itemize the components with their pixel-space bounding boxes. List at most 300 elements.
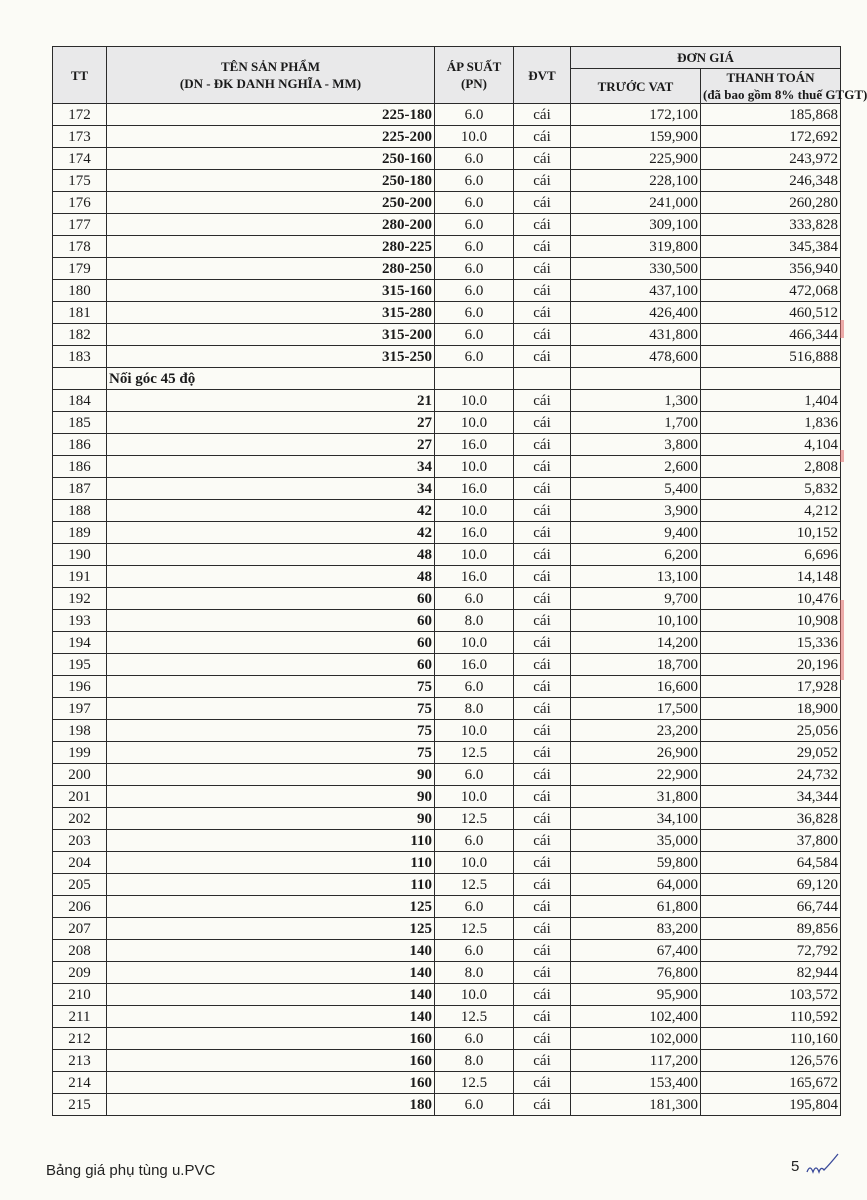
row-number: 180 — [53, 280, 107, 302]
product-size: 110 — [107, 830, 435, 852]
unit-value: cái — [514, 808, 571, 830]
table-row — [53, 324, 841, 346]
price-payment: 69,120 — [701, 874, 841, 896]
price-table — [52, 46, 867, 1116]
price-pre-vat: 225,900 — [571, 148, 701, 170]
header-pre-vat: TRƯỚC VAT — [571, 69, 701, 104]
row-number: 191 — [53, 566, 107, 588]
price-pre-vat: 34,100 — [571, 808, 701, 830]
price-pre-vat: 9,400 — [571, 522, 701, 544]
unit-value: cái — [514, 192, 571, 214]
product-size: 315-200 — [107, 324, 435, 346]
product-size: 48 — [107, 566, 435, 588]
product-size: 315-280 — [107, 302, 435, 324]
product-size: 280-250 — [107, 258, 435, 280]
unit-value: cái — [514, 720, 571, 742]
table-row — [53, 214, 841, 236]
product-size: 225-200 — [107, 126, 435, 148]
unit-value: cái — [514, 390, 571, 412]
price-payment: 24,732 — [701, 764, 841, 786]
pressure-value: 6.0 — [435, 940, 514, 962]
pressure-value: 10.0 — [435, 852, 514, 874]
product-size: 180 — [107, 1094, 435, 1116]
row-number: 208 — [53, 940, 107, 962]
header-pressure-line2: (PN) — [461, 76, 487, 91]
unit-value: cái — [514, 698, 571, 720]
product-size: 21 — [107, 390, 435, 412]
table-row — [53, 478, 841, 500]
price-payment: 5,832 — [701, 478, 841, 500]
price-pre-vat: 35,000 — [571, 830, 701, 852]
unit-value: cái — [514, 1094, 571, 1116]
unit-value: cái — [514, 346, 571, 368]
pressure-value: 6.0 — [435, 170, 514, 192]
unit-value: cái — [514, 984, 571, 1006]
unit-value: cái — [514, 786, 571, 808]
pressure-value: 6.0 — [435, 258, 514, 280]
product-size: 75 — [107, 698, 435, 720]
price-pre-vat: 83,200 — [571, 918, 701, 940]
row-number: 199 — [53, 742, 107, 764]
unit-value: cái — [514, 324, 571, 346]
price-pre-vat: 228,100 — [571, 170, 701, 192]
header-payment-line2: (đã bao gồm 8% thuế GTGT) — [703, 87, 867, 102]
section-empty-cell — [701, 368, 841, 390]
table-row — [53, 390, 841, 412]
price-payment: 36,828 — [701, 808, 841, 830]
row-number: 186 — [53, 434, 107, 456]
price-table-body — [53, 104, 841, 1116]
product-size: 60 — [107, 610, 435, 632]
unit-value: cái — [514, 654, 571, 676]
price-payment: 4,104 — [701, 434, 841, 456]
table-row — [53, 1072, 841, 1094]
price-pre-vat: 26,900 — [571, 742, 701, 764]
price-pre-vat: 241,000 — [571, 192, 701, 214]
price-pre-vat: 3,800 — [571, 434, 701, 456]
row-number: 193 — [53, 610, 107, 632]
table-row — [53, 346, 841, 368]
pressure-value: 6.0 — [435, 676, 514, 698]
unit-value: cái — [514, 148, 571, 170]
row-number: 204 — [53, 852, 107, 874]
product-size: 125 — [107, 896, 435, 918]
section-empty-cell — [571, 368, 701, 390]
row-number: 178 — [53, 236, 107, 258]
product-size: 315-160 — [107, 280, 435, 302]
price-payment: 1,836 — [701, 412, 841, 434]
pressure-value: 6.0 — [435, 280, 514, 302]
table-row — [53, 1028, 841, 1050]
price-payment: 345,384 — [701, 236, 841, 258]
price-payment: 72,792 — [701, 940, 841, 962]
row-number: 173 — [53, 126, 107, 148]
table-row — [53, 280, 841, 302]
section-row — [53, 368, 841, 390]
row-number: 201 — [53, 786, 107, 808]
unit-value: cái — [514, 170, 571, 192]
row-number: 179 — [53, 258, 107, 280]
table-row — [53, 412, 841, 434]
price-pre-vat: 14,200 — [571, 632, 701, 654]
unit-value: cái — [514, 500, 571, 522]
unit-value: cái — [514, 544, 571, 566]
edge-stamp-mark — [840, 600, 844, 680]
price-payment: 103,572 — [701, 984, 841, 1006]
unit-value: cái — [514, 764, 571, 786]
unit-value: cái — [514, 918, 571, 940]
price-pre-vat: 95,900 — [571, 984, 701, 1006]
table-row — [53, 500, 841, 522]
product-size: 60 — [107, 632, 435, 654]
unit-value: cái — [514, 830, 571, 852]
pressure-value: 10.0 — [435, 456, 514, 478]
price-pre-vat: 153,400 — [571, 1072, 701, 1094]
edge-stamp-mark — [840, 320, 844, 338]
product-size: 42 — [107, 522, 435, 544]
row-number: 213 — [53, 1050, 107, 1072]
header-payment-line1: THANH TOÁN — [726, 70, 815, 85]
header-product-name-line2: (DN - ĐK DANH NGHĨA - MM) — [179, 76, 362, 91]
pressure-value: 10.0 — [435, 390, 514, 412]
row-number: 188 — [53, 500, 107, 522]
price-pre-vat: 159,900 — [571, 126, 701, 148]
product-size: 280-200 — [107, 214, 435, 236]
price-payment: 195,804 — [701, 1094, 841, 1116]
price-pre-vat: 67,400 — [571, 940, 701, 962]
row-number: 185 — [53, 412, 107, 434]
table-row — [53, 654, 841, 676]
pressure-value: 6.0 — [435, 236, 514, 258]
table-row — [53, 786, 841, 808]
price-payment: 333,828 — [701, 214, 841, 236]
row-number: 209 — [53, 962, 107, 984]
unit-value: cái — [514, 610, 571, 632]
price-pre-vat: 10,100 — [571, 610, 701, 632]
product-size: 250-180 — [107, 170, 435, 192]
unit-value: cái — [514, 896, 571, 918]
price-pre-vat: 6,200 — [571, 544, 701, 566]
price-payment: 15,336 — [701, 632, 841, 654]
price-pre-vat: 17,500 — [571, 698, 701, 720]
pressure-value: 12.5 — [435, 874, 514, 896]
unit-value: cái — [514, 126, 571, 148]
row-number: 210 — [53, 984, 107, 1006]
table-row — [53, 764, 841, 786]
price-payment: 110,592 — [701, 1006, 841, 1028]
table-row — [53, 148, 841, 170]
price-pre-vat: 172,100 — [571, 104, 701, 126]
pressure-value: 6.0 — [435, 1094, 514, 1116]
section-empty-cell — [53, 368, 107, 390]
unit-value: cái — [514, 1028, 571, 1050]
price-pre-vat: 1,700 — [571, 412, 701, 434]
price-payment: 460,512 — [701, 302, 841, 324]
row-number: 175 — [53, 170, 107, 192]
price-payment: 89,856 — [701, 918, 841, 940]
unit-value: cái — [514, 676, 571, 698]
pressure-value: 6.0 — [435, 346, 514, 368]
price-payment: 66,744 — [701, 896, 841, 918]
price-pre-vat: 102,000 — [571, 1028, 701, 1050]
table-row — [53, 874, 841, 896]
price-payment: 2,808 — [701, 456, 841, 478]
pressure-value: 6.0 — [435, 588, 514, 610]
row-number: 214 — [53, 1072, 107, 1094]
header-pressure — [435, 47, 514, 104]
section-empty-cell — [435, 368, 514, 390]
row-number: 206 — [53, 896, 107, 918]
price-payment: 472,068 — [701, 280, 841, 302]
pressure-value: 16.0 — [435, 566, 514, 588]
pressure-value: 10.0 — [435, 544, 514, 566]
price-payment: 185,868 — [701, 104, 841, 126]
table-row — [53, 1094, 841, 1116]
product-size: 75 — [107, 742, 435, 764]
table-row — [53, 632, 841, 654]
product-size: 27 — [107, 434, 435, 456]
unit-value: cái — [514, 588, 571, 610]
table-row — [53, 720, 841, 742]
unit-value: cái — [514, 962, 571, 984]
row-number: 197 — [53, 698, 107, 720]
pressure-value: 6.0 — [435, 1028, 514, 1050]
table-row — [53, 456, 841, 478]
product-size: 48 — [107, 544, 435, 566]
pressure-value: 12.5 — [435, 1006, 514, 1028]
pressure-value: 6.0 — [435, 148, 514, 170]
table-row — [53, 588, 841, 610]
price-payment: 34,344 — [701, 786, 841, 808]
price-pre-vat: 61,800 — [571, 896, 701, 918]
pressure-value: 6.0 — [435, 104, 514, 126]
price-payment: 82,944 — [701, 962, 841, 984]
header-product-name — [107, 47, 435, 104]
price-pre-vat: 319,800 — [571, 236, 701, 258]
price-pre-vat: 59,800 — [571, 852, 701, 874]
footer-title: Bảng giá phụ tùng u.PVC — [46, 1162, 216, 1179]
table-row — [53, 566, 841, 588]
product-size: 140 — [107, 1006, 435, 1028]
price-pre-vat: 1,300 — [571, 390, 701, 412]
table-row — [53, 830, 841, 852]
product-size: 90 — [107, 808, 435, 830]
row-number: 182 — [53, 324, 107, 346]
price-pre-vat: 3,900 — [571, 500, 701, 522]
price-pre-vat: 5,400 — [571, 478, 701, 500]
table-row — [53, 940, 841, 962]
pressure-value: 6.0 — [435, 192, 514, 214]
row-number: 205 — [53, 874, 107, 896]
row-number: 207 — [53, 918, 107, 940]
pressure-value: 8.0 — [435, 1050, 514, 1072]
product-size: 250-200 — [107, 192, 435, 214]
price-payment: 10,152 — [701, 522, 841, 544]
product-size: 75 — [107, 720, 435, 742]
row-number: 212 — [53, 1028, 107, 1050]
price-payment: 516,888 — [701, 346, 841, 368]
pressure-value: 12.5 — [435, 808, 514, 830]
product-size: 160 — [107, 1050, 435, 1072]
pressure-value: 16.0 — [435, 434, 514, 456]
price-payment: 6,696 — [701, 544, 841, 566]
product-size: 140 — [107, 962, 435, 984]
price-payment: 64,584 — [701, 852, 841, 874]
row-number: 192 — [53, 588, 107, 610]
price-pre-vat: 13,100 — [571, 566, 701, 588]
page-number: 5 — [791, 1158, 800, 1175]
price-payment: 246,348 — [701, 170, 841, 192]
table-row — [53, 170, 841, 192]
product-size: 160 — [107, 1072, 435, 1094]
price-pre-vat: 22,900 — [571, 764, 701, 786]
table-row — [53, 676, 841, 698]
price-payment: 260,280 — [701, 192, 841, 214]
price-pre-vat: 18,700 — [571, 654, 701, 676]
price-payment: 20,196 — [701, 654, 841, 676]
price-payment: 466,344 — [701, 324, 841, 346]
row-number: 181 — [53, 302, 107, 324]
unit-value: cái — [514, 214, 571, 236]
price-pre-vat: 76,800 — [571, 962, 701, 984]
product-size: 110 — [107, 852, 435, 874]
price-payment: 14,148 — [701, 566, 841, 588]
table-row — [53, 522, 841, 544]
table-row — [53, 236, 841, 258]
table-row — [53, 544, 841, 566]
row-number: 200 — [53, 764, 107, 786]
pressure-value: 16.0 — [435, 654, 514, 676]
table-row — [53, 192, 841, 214]
pressure-value: 6.0 — [435, 302, 514, 324]
price-payment: 165,672 — [701, 1072, 841, 1094]
price-payment: 17,928 — [701, 676, 841, 698]
unit-value: cái — [514, 456, 571, 478]
table-row — [53, 962, 841, 984]
unit-value: cái — [514, 478, 571, 500]
product-size: 140 — [107, 984, 435, 1006]
edge-stamp-mark — [840, 450, 844, 462]
table-row — [53, 104, 841, 126]
table-row — [53, 434, 841, 456]
price-payment: 356,940 — [701, 258, 841, 280]
row-number: 174 — [53, 148, 107, 170]
unit-value: cái — [514, 302, 571, 324]
price-pre-vat: 437,100 — [571, 280, 701, 302]
header-unit-price: ĐƠN GIÁ — [571, 47, 841, 69]
row-number: 194 — [53, 632, 107, 654]
product-size: 60 — [107, 588, 435, 610]
unit-value: cái — [514, 852, 571, 874]
price-pre-vat: 2,600 — [571, 456, 701, 478]
product-size: 90 — [107, 786, 435, 808]
unit-value: cái — [514, 434, 571, 456]
price-payment: 243,972 — [701, 148, 841, 170]
unit-value: cái — [514, 522, 571, 544]
product-size: 90 — [107, 764, 435, 786]
pressure-value: 10.0 — [435, 126, 514, 148]
pressure-value: 10.0 — [435, 632, 514, 654]
price-pre-vat: 9,700 — [571, 588, 701, 610]
price-payment: 25,056 — [701, 720, 841, 742]
price-pre-vat: 478,600 — [571, 346, 701, 368]
product-size: 125 — [107, 918, 435, 940]
unit-value: cái — [514, 874, 571, 896]
pressure-value: 10.0 — [435, 720, 514, 742]
product-size: 140 — [107, 940, 435, 962]
handwritten-initials — [803, 1150, 843, 1178]
price-payment: 172,692 — [701, 126, 841, 148]
product-size: 225-180 — [107, 104, 435, 126]
price-pre-vat: 426,400 — [571, 302, 701, 324]
price-pre-vat: 117,200 — [571, 1050, 701, 1072]
row-number: 203 — [53, 830, 107, 852]
product-size: 250-160 — [107, 148, 435, 170]
price-payment: 1,404 — [701, 390, 841, 412]
unit-value: cái — [514, 258, 571, 280]
table-row — [53, 126, 841, 148]
pressure-value: 6.0 — [435, 764, 514, 786]
row-number: 211 — [53, 1006, 107, 1028]
row-number: 198 — [53, 720, 107, 742]
price-payment: 29,052 — [701, 742, 841, 764]
unit-value: cái — [514, 104, 571, 126]
price-pre-vat: 16,600 — [571, 676, 701, 698]
header-tt: TT — [53, 47, 107, 104]
unit-value: cái — [514, 1050, 571, 1072]
row-number: 215 — [53, 1094, 107, 1116]
price-payment: 10,908 — [701, 610, 841, 632]
unit-value: cái — [514, 412, 571, 434]
pressure-value: 10.0 — [435, 786, 514, 808]
pressure-value: 8.0 — [435, 610, 514, 632]
product-size: 110 — [107, 874, 435, 896]
unit-value: cái — [514, 1072, 571, 1094]
row-number: 186 — [53, 456, 107, 478]
header-product-name-line1: TÊN SẢN PHẨM — [221, 59, 320, 74]
unit-value: cái — [514, 566, 571, 588]
price-pre-vat: 330,500 — [571, 258, 701, 280]
product-size: 27 — [107, 412, 435, 434]
table-row — [53, 742, 841, 764]
price-pre-vat: 309,100 — [571, 214, 701, 236]
price-payment: 37,800 — [701, 830, 841, 852]
section-empty-cell — [514, 368, 571, 390]
product-size: 42 — [107, 500, 435, 522]
pressure-value: 16.0 — [435, 478, 514, 500]
product-size: 60 — [107, 654, 435, 676]
price-payment: 110,160 — [701, 1028, 841, 1050]
pressure-value: 8.0 — [435, 698, 514, 720]
table-row — [53, 852, 841, 874]
pressure-value: 10.0 — [435, 984, 514, 1006]
pressure-value: 12.5 — [435, 1072, 514, 1094]
section-title: Nối góc 45 độ — [107, 368, 435, 390]
pressure-value: 6.0 — [435, 324, 514, 346]
table-row — [53, 896, 841, 918]
unit-value: cái — [514, 742, 571, 764]
pressure-value: 6.0 — [435, 896, 514, 918]
unit-value: cái — [514, 632, 571, 654]
table-row — [53, 1006, 841, 1028]
table-row — [53, 698, 841, 720]
price-payment: 126,576 — [701, 1050, 841, 1072]
row-number: 190 — [53, 544, 107, 566]
table-row — [53, 1050, 841, 1072]
row-number: 184 — [53, 390, 107, 412]
table-row — [53, 808, 841, 830]
row-number: 176 — [53, 192, 107, 214]
